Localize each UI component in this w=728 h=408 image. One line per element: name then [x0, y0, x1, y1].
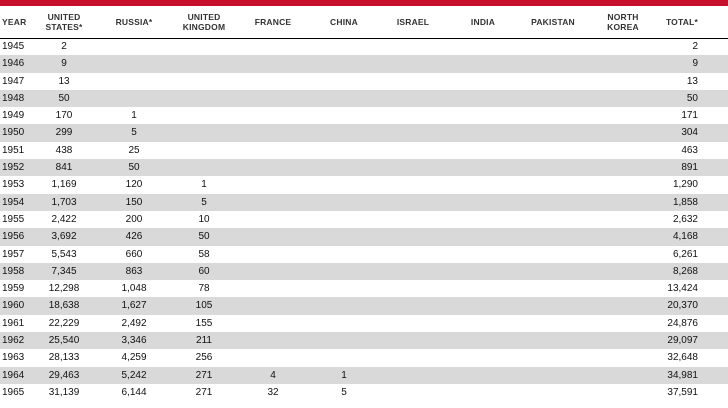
cell-china — [314, 297, 374, 314]
cell-total: 4,168 — [672, 231, 698, 243]
table-row — [0, 280, 728, 297]
cell-total: 2,632 — [672, 213, 698, 225]
cell-france — [243, 38, 303, 55]
cell-united-states: 170 — [55, 110, 73, 122]
cell-france — [243, 263, 303, 280]
cell-united-states: 5,543 — [51, 248, 77, 260]
cell-united-states: 841 — [55, 162, 73, 174]
cell-china — [314, 38, 374, 55]
cell-india — [453, 159, 513, 176]
cell-india — [453, 38, 513, 55]
cell-russia: 3,346 — [121, 335, 147, 347]
cell-russia — [104, 38, 164, 55]
cell-united-states: 299 — [55, 127, 73, 139]
cell-israel — [383, 194, 443, 211]
table-row — [0, 124, 728, 141]
cell-france — [243, 107, 303, 124]
cell-total: 1,290 — [672, 179, 698, 191]
cell-china — [314, 142, 374, 159]
cell-china — [314, 211, 374, 228]
cell-israel — [383, 90, 443, 107]
cell-year: 1954 — [2, 196, 25, 208]
cell-france — [243, 211, 303, 228]
cell-year: 1946 — [2, 58, 25, 70]
cell-pakistan — [523, 367, 583, 384]
cell-pakistan — [523, 159, 583, 176]
cell-china — [314, 176, 374, 193]
cell-israel — [383, 107, 443, 124]
table-body — [0, 38, 728, 401]
cell-pakistan — [523, 297, 583, 314]
cell-china — [314, 73, 374, 90]
cell-france — [243, 124, 303, 141]
cell-united-kingdom: 155 — [195, 317, 213, 329]
cell-israel — [383, 176, 443, 193]
cell-france — [243, 176, 303, 193]
cell-united-states: 22,229 — [48, 317, 80, 329]
cell-russia: 120 — [125, 179, 143, 191]
cell-pakistan — [523, 332, 583, 349]
cell-israel — [383, 367, 443, 384]
cell-israel — [383, 315, 443, 332]
cell-india — [453, 107, 513, 124]
cell-israel — [383, 384, 443, 401]
cell-india — [453, 263, 513, 280]
table-row — [0, 349, 728, 366]
cell-year: 1945 — [2, 41, 25, 52]
column-header-total: TOTAL* — [665, 17, 698, 27]
cell-united-kingdom: 50 — [198, 231, 210, 243]
cell-china: 5 — [341, 386, 347, 398]
cell-india — [453, 194, 513, 211]
cell-china: 1 — [341, 369, 347, 381]
cell-united-states: 2 — [61, 41, 67, 52]
cell-india — [453, 124, 513, 141]
cell-france: 32 — [267, 386, 279, 398]
cell-total: 37,591 — [667, 386, 698, 398]
cell-china — [314, 263, 374, 280]
cell-year: 1951 — [2, 144, 25, 156]
table-row — [0, 315, 728, 332]
cell-france — [243, 246, 303, 263]
cell-france — [243, 90, 303, 107]
cell-india — [453, 297, 513, 314]
cell-united-kingdom: 1 — [201, 179, 207, 191]
cell-france — [243, 194, 303, 211]
cell-total: 50 — [686, 92, 698, 104]
cell-pakistan — [523, 280, 583, 297]
cell-pakistan — [523, 142, 583, 159]
column-header-india: INDIA — [470, 17, 496, 27]
cell-pakistan — [523, 211, 583, 228]
cell-israel — [383, 280, 443, 297]
cell-pakistan — [523, 90, 583, 107]
cell-united-states: 2,422 — [51, 213, 77, 225]
cell-pakistan — [523, 384, 583, 401]
table-row — [0, 107, 728, 124]
cell-united-states: 9 — [61, 58, 67, 70]
cell-pakistan — [523, 107, 583, 124]
cell-pakistan — [523, 124, 583, 141]
cell-united-kingdom: 271 — [195, 386, 213, 398]
cell-pakistan — [523, 349, 583, 366]
table-row — [0, 194, 728, 211]
cell-year: 1948 — [2, 92, 25, 104]
cell-china — [314, 194, 374, 211]
cell-france — [243, 73, 303, 90]
cell-india — [453, 90, 513, 107]
cell-india — [453, 211, 513, 228]
cell-india — [453, 142, 513, 159]
cell-israel — [383, 211, 443, 228]
cell-russia: 200 — [125, 213, 143, 225]
cell-russia: 1,627 — [121, 300, 147, 312]
cell-israel — [383, 349, 443, 366]
cell-pakistan — [523, 263, 583, 280]
cell-india — [453, 367, 513, 384]
cell-united-kingdom: 211 — [196, 335, 212, 347]
column-header-pakistan: PAKISTAN — [531, 17, 575, 27]
cell-france — [243, 349, 303, 366]
cell-united-kingdom — [174, 107, 234, 124]
cell-year: 1958 — [2, 265, 25, 277]
cell-russia: 5,242 — [121, 369, 147, 381]
cell-year: 1959 — [2, 283, 25, 295]
cell-russia: 1,048 — [121, 283, 147, 295]
cell-year: 1955 — [2, 213, 25, 225]
cell-india — [453, 332, 513, 349]
cell-united-states: 1,703 — [51, 196, 77, 208]
cell-total: 13,424 — [667, 283, 698, 295]
cell-france — [243, 228, 303, 245]
cell-china — [314, 315, 374, 332]
table-row — [0, 246, 728, 263]
cell-year: 1962 — [2, 335, 25, 347]
table-row — [0, 142, 728, 159]
column-header-north-korea: NORTH KOREA — [607, 12, 639, 32]
cell-united-states: 18,638 — [48, 300, 80, 312]
table-row — [0, 55, 728, 72]
cell-russia — [104, 90, 164, 107]
cell-israel — [383, 124, 443, 141]
cell-france: 4 — [270, 369, 276, 381]
cell-china — [314, 246, 374, 263]
cell-united-states: 50 — [58, 92, 70, 104]
cell-russia: 1 — [131, 110, 137, 122]
cell-united-kingdom — [174, 142, 234, 159]
cell-year: 1957 — [2, 248, 25, 260]
cell-russia — [104, 73, 164, 90]
cell-china — [314, 280, 374, 297]
cell-total: 6,261 — [672, 248, 698, 260]
cell-france — [243, 55, 303, 72]
cell-total: 13 — [686, 75, 698, 87]
cell-united-states: 13 — [58, 75, 70, 87]
cell-year: 1956 — [2, 231, 25, 243]
cell-year: 1950 — [2, 127, 25, 139]
cell-israel — [383, 297, 443, 314]
cell-israel — [383, 246, 443, 263]
cell-year: 1965 — [2, 386, 25, 398]
table-row — [0, 384, 728, 401]
cell-russia: 4,259 — [121, 352, 147, 364]
table-row — [0, 90, 728, 107]
cell-china — [314, 159, 374, 176]
cell-united-states: 3,692 — [51, 231, 77, 243]
cell-total: 9 — [692, 58, 698, 70]
table-row — [0, 297, 728, 314]
cell-united-states: 1,169 — [51, 179, 77, 191]
cell-india — [453, 384, 513, 401]
cell-united-kingdom: 78 — [198, 283, 210, 295]
cell-united-kingdom: 60 — [198, 265, 210, 277]
cell-pakistan — [523, 194, 583, 211]
cell-india — [453, 349, 513, 366]
cell-united-states: 7,345 — [51, 265, 77, 277]
cell-israel — [383, 73, 443, 90]
cell-united-kingdom — [174, 55, 234, 72]
column-header-year: YEAR — [2, 17, 27, 27]
cell-india — [453, 228, 513, 245]
table-row — [0, 38, 728, 55]
cell-year: 1963 — [2, 352, 25, 364]
cell-france — [243, 142, 303, 159]
cell-russia — [104, 55, 164, 72]
cell-total: 8,268 — [672, 265, 698, 277]
cell-year: 1947 — [2, 75, 25, 87]
cell-china — [314, 107, 374, 124]
cell-china — [314, 124, 374, 141]
cell-israel — [383, 38, 443, 55]
cell-russia: 426 — [125, 231, 143, 243]
cell-total: 463 — [681, 144, 698, 156]
cell-united-kingdom: 105 — [195, 300, 213, 312]
cell-united-states: 438 — [55, 144, 73, 156]
table-header — [0, 6, 728, 39]
cell-year: 1952 — [2, 162, 25, 174]
table-row — [0, 263, 728, 280]
table-row — [0, 73, 728, 90]
cell-total: 20,370 — [667, 300, 698, 312]
cell-year: 1964 — [2, 369, 25, 381]
cell-united-states: 31,139 — [48, 386, 80, 398]
cell-total: 304 — [681, 127, 698, 139]
cell-year: 1961 — [2, 317, 25, 329]
table-row — [0, 159, 728, 176]
cell-russia: 660 — [125, 248, 143, 260]
cell-india — [453, 55, 513, 72]
cell-israel — [383, 159, 443, 176]
cell-india — [453, 246, 513, 263]
cell-india — [453, 315, 513, 332]
cell-pakistan — [523, 38, 583, 55]
column-header-israel: ISRAEL — [396, 17, 430, 27]
cell-russia: 2,492 — [121, 317, 147, 329]
column-header-china: CHINA — [330, 17, 358, 27]
cell-russia: 25 — [128, 144, 140, 156]
cell-pakistan — [523, 246, 583, 263]
cell-united-states: 25,540 — [48, 335, 80, 347]
table-row — [0, 211, 728, 228]
cell-china — [314, 55, 374, 72]
cell-united-kingdom: 271 — [195, 369, 213, 381]
table-row — [0, 367, 728, 384]
cell-total: 34,981 — [667, 369, 698, 381]
column-header-france: FRANCE — [254, 17, 292, 27]
cell-year: 1949 — [2, 110, 25, 122]
cell-india — [453, 73, 513, 90]
cell-russia: 6,144 — [121, 386, 147, 398]
cell-united-states: 28,133 — [48, 352, 80, 364]
cell-france — [243, 297, 303, 314]
cell-israel — [383, 228, 443, 245]
cell-china — [314, 332, 374, 349]
cell-year: 1960 — [2, 300, 25, 312]
cell-united-kingdom — [174, 90, 234, 107]
cell-united-kingdom — [174, 73, 234, 90]
cell-total: 1,858 — [672, 196, 698, 208]
cell-united-kingdom — [174, 159, 234, 176]
cell-pakistan — [523, 315, 583, 332]
cell-china — [314, 90, 374, 107]
cell-india — [453, 280, 513, 297]
cell-china — [314, 349, 374, 366]
cell-total: 2 — [692, 41, 698, 52]
cell-united-kingdom: 58 — [198, 248, 210, 260]
cell-pakistan — [523, 228, 583, 245]
cell-total: 32,648 — [667, 352, 698, 364]
cell-russia: 863 — [125, 265, 143, 277]
cell-france — [243, 315, 303, 332]
cell-united-kingdom: 5 — [201, 196, 207, 208]
cell-total: 29,097 — [667, 335, 698, 347]
cell-total: 171 — [681, 110, 698, 122]
cell-russia: 150 — [125, 196, 143, 208]
column-header-united-states: UNITED STATES* — [45, 12, 83, 32]
cell-total: 891 — [681, 162, 698, 174]
cell-israel — [383, 263, 443, 280]
cell-china — [314, 228, 374, 245]
cell-united-states: 29,463 — [48, 369, 80, 381]
cell-israel — [383, 55, 443, 72]
table-row — [0, 176, 728, 193]
cell-pakistan — [523, 55, 583, 72]
cell-india — [453, 176, 513, 193]
cell-united-kingdom — [174, 124, 234, 141]
cell-united-kingdom: 256 — [195, 352, 213, 364]
cell-russia: 5 — [131, 127, 137, 139]
cell-pakistan — [523, 176, 583, 193]
cell-united-kingdom — [174, 38, 234, 55]
cell-france — [243, 280, 303, 297]
cell-russia: 50 — [128, 162, 140, 174]
table-row — [0, 228, 728, 245]
table-row — [0, 332, 728, 349]
cell-france — [243, 332, 303, 349]
column-header-united-kingdom: UNITED KINGDOM — [182, 12, 226, 32]
cell-france — [243, 159, 303, 176]
cell-united-kingdom: 10 — [198, 213, 210, 225]
cell-total: 24,876 — [667, 317, 698, 329]
cell-israel — [383, 332, 443, 349]
cell-year: 1953 — [2, 179, 25, 191]
cell-israel — [383, 142, 443, 159]
column-header-russia: RUSSIA* — [115, 17, 153, 27]
cell-united-states: 12,298 — [48, 283, 80, 295]
cell-pakistan — [523, 73, 583, 90]
